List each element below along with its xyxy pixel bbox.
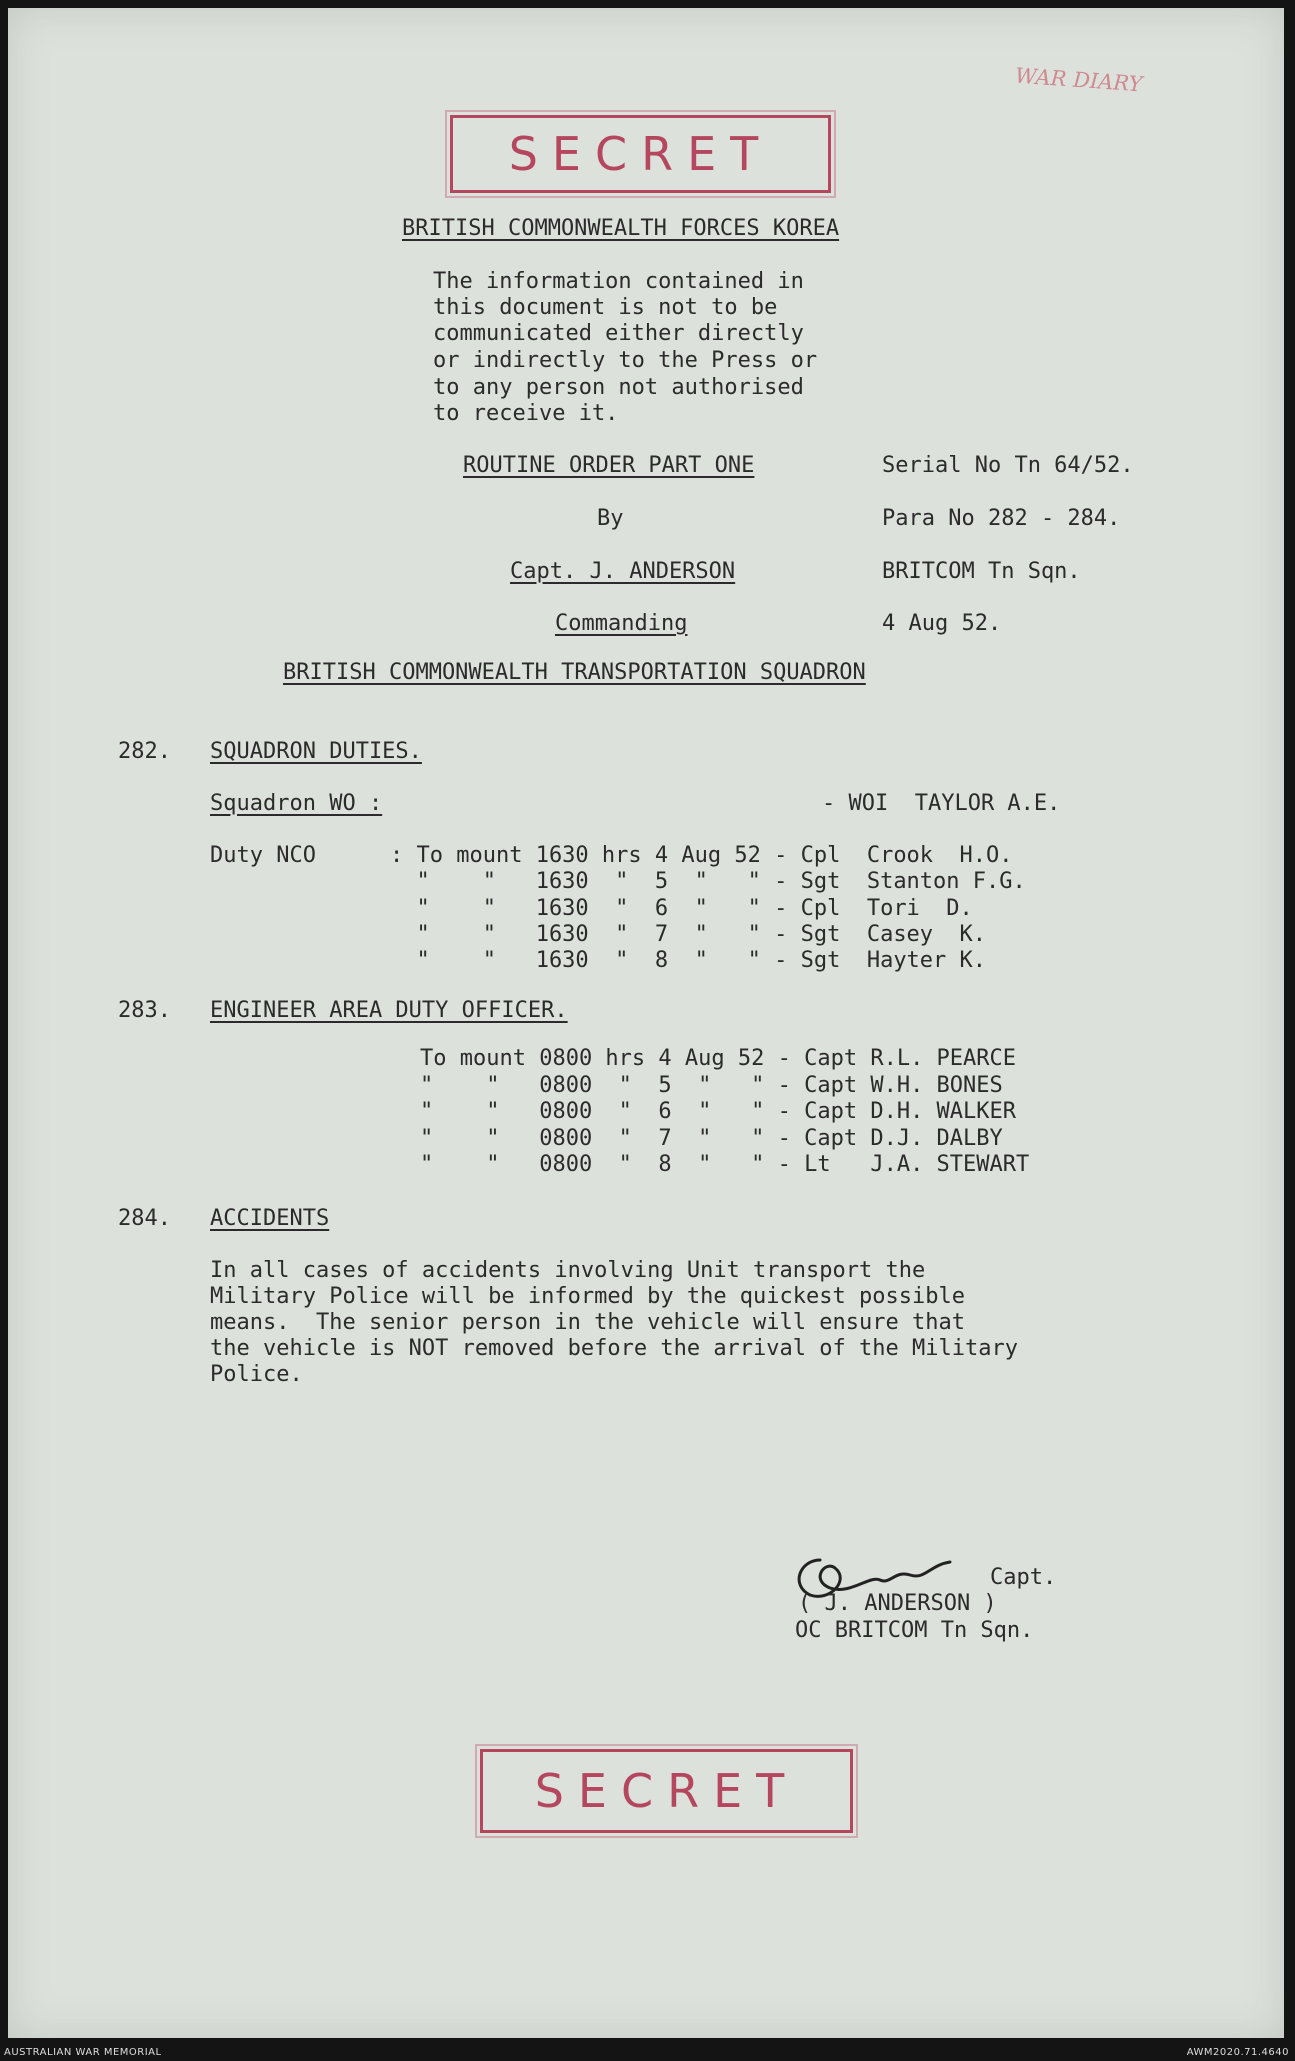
order-by: By (597, 506, 624, 531)
order-role: Commanding (555, 611, 688, 636)
warning-line: or indirectly to the Press or (433, 348, 818, 373)
duty-row: " " 1630 " 6 " " - Cpl Tori D. (390, 896, 973, 921)
section-number: 283. (118, 998, 171, 1023)
section-title: ENGINEER AREA DUTY OFFICER. (210, 998, 568, 1023)
section-title: SQUADRON DUTIES. (210, 739, 422, 764)
squadron-wo-value: - WOI TAYLOR A.E. (822, 791, 1061, 816)
footer-source: AUSTRALIAN WAR MEMORIAL (4, 2047, 162, 2058)
order-officer: Capt. J. ANDERSON (510, 559, 736, 584)
body-line: Police. (210, 1362, 303, 1387)
unit-short: BRITCOM Tn Sqn. (882, 559, 1081, 584)
signature-name: ( J. ANDERSON ) (798, 1591, 997, 1616)
signature-rank: Capt. (990, 1565, 1057, 1590)
body-line: In all cases of accidents involving Unit transport the (210, 1258, 926, 1283)
order-date: 4 Aug 52. (882, 611, 1002, 636)
duty-row: " " 1630 " 8 " " - Sgt Hayter K. (390, 948, 987, 973)
serial-number: Serial No Tn 64/52. (882, 453, 1134, 478)
duty-row: " " 0800 " 7 " " - Capt D.J. DALBY (420, 1126, 1003, 1151)
duty-row: " " 1630 " 5 " " - Sgt Stanton F.G. (390, 869, 1026, 894)
duty-row: : To mount 1630 hrs 4 Aug 52 - Cpl Crook H.O. (390, 843, 1013, 868)
section-number: 282. (118, 739, 171, 764)
warning-line: communicated either directly (433, 321, 804, 346)
body-line: the vehicle is NOT removed before the arrival of the Military (210, 1336, 1018, 1361)
unit-full-name: BRITISH COMMONWEALTH TRANSPORTATION SQUADRON (283, 660, 866, 685)
signature-title: OC BRITCOM Tn Sqn. (795, 1618, 1034, 1643)
body-line: means. The senior person in the vehicle will ensure that (210, 1310, 965, 1335)
warning-line: to receive it. (433, 401, 619, 426)
order-title: ROUTINE ORDER PART ONE (463, 453, 755, 478)
body-line: Military Police will be informed by the quickest possible (210, 1284, 965, 1309)
squadron-wo-label: Squadron WO : (210, 791, 383, 816)
footer-accession: AWM2020.71.4640 (1186, 2047, 1289, 2058)
duty-row: To mount 0800 hrs 4 Aug 52 - Capt R.L. PEARCE (420, 1046, 1017, 1071)
warning-line: to any person not authorised (433, 375, 804, 400)
pencil-annotation: WAR DIARY (1014, 63, 1144, 97)
duty-row: " " 1630 " 7 " " - Sgt Casey K. (390, 922, 987, 947)
section-title: ACCIDENTS (210, 1206, 330, 1231)
duty-row: " " 0800 " 5 " " - Capt W.H. BONES (420, 1073, 1003, 1098)
warning-line: this document is not to be (433, 295, 778, 320)
secret-stamp-top: SECRET (450, 115, 831, 193)
duty-row: " " 0800 " 8 " " - Lt J.A. STEWART (420, 1152, 1030, 1177)
document-heading: BRITISH COMMONWEALTH FORCES KOREA (402, 216, 840, 241)
duty-row: " " 0800 " 6 " " - Capt D.H. WALKER (420, 1099, 1017, 1124)
duty-nco-label: Duty NCO (210, 843, 316, 868)
secret-stamp-bottom: SECRET (480, 1749, 853, 1833)
para-numbers: Para No 282 - 284. (882, 506, 1121, 531)
warning-line: The information contained in (433, 269, 804, 294)
section-number: 284. (118, 1206, 171, 1231)
